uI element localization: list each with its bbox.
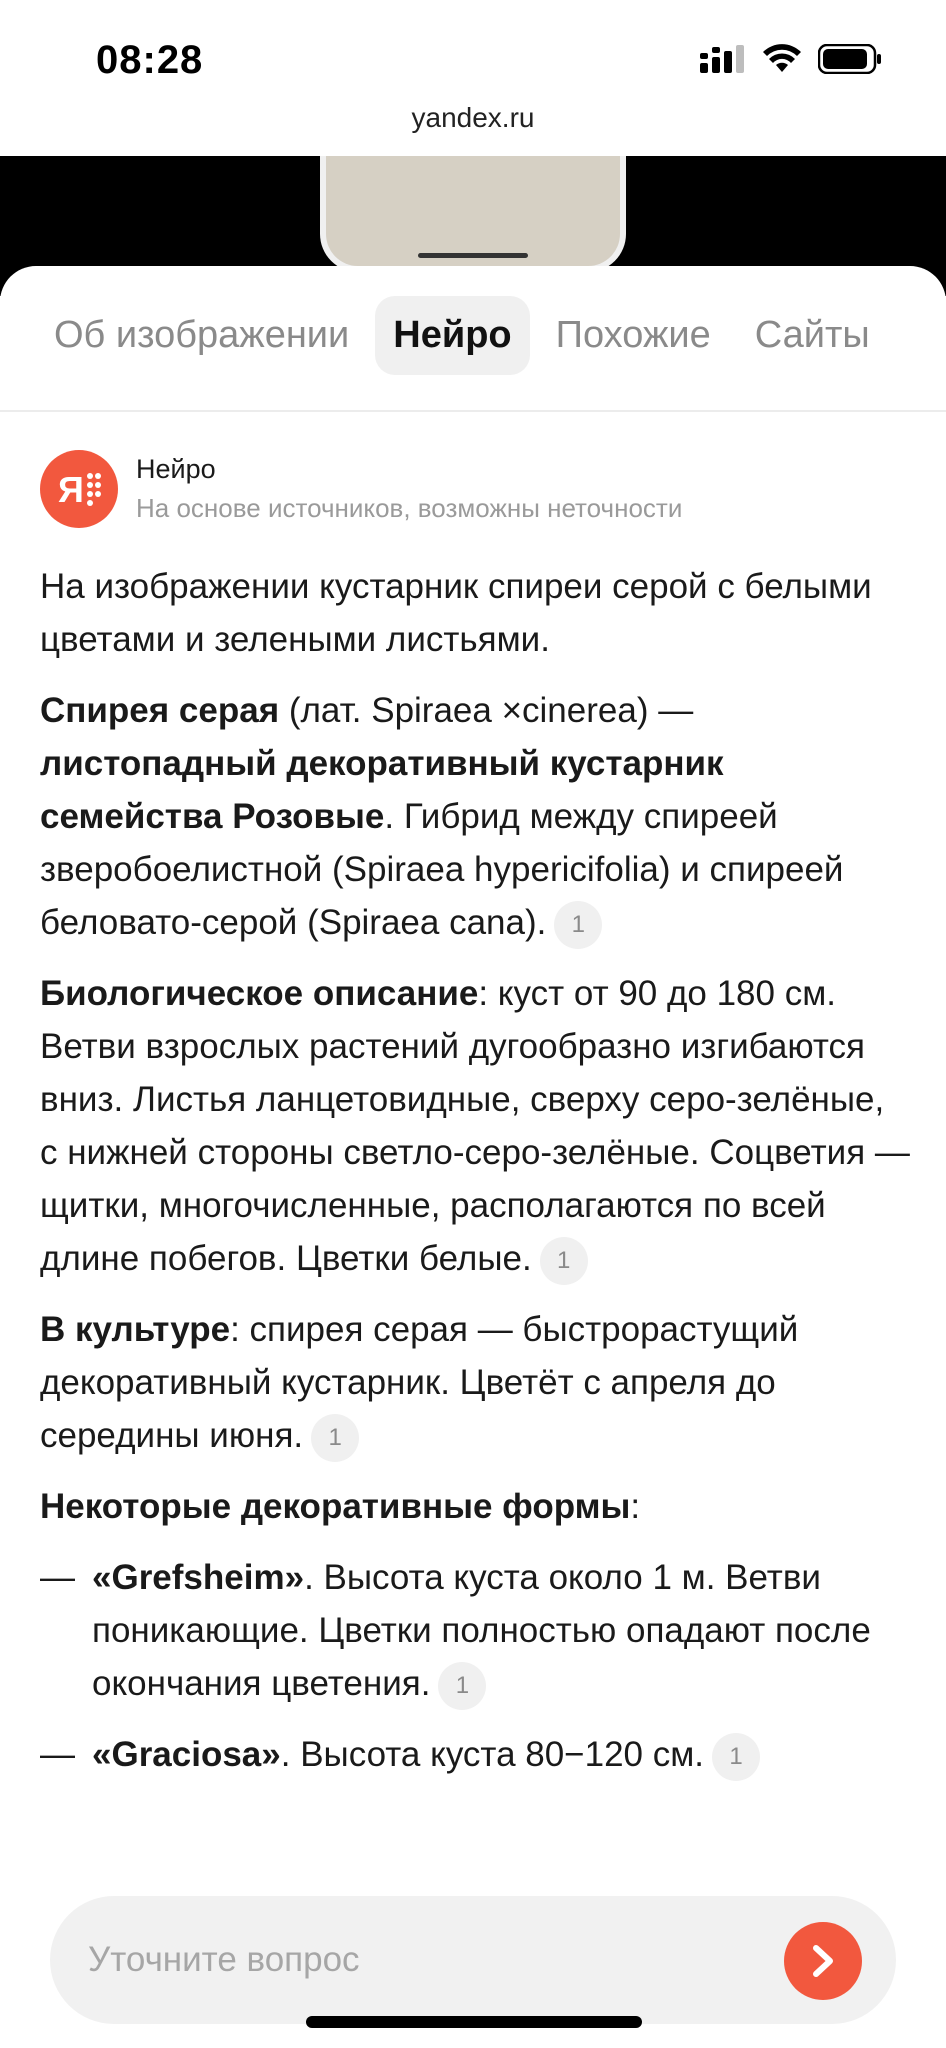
- list-item: — «Graciosa». Высота куста 80−120 см. 1: [40, 1728, 910, 1781]
- source-ref-badge[interactable]: 1: [712, 1733, 760, 1781]
- cellular-signal-icon: [700, 45, 746, 73]
- status-time: 08:28: [96, 38, 204, 82]
- chevron-right-icon: [806, 1944, 840, 1978]
- tab-sites[interactable]: Сайты: [754, 314, 870, 356]
- answer-paragraph-forms: Некоторые декоративные формы:: [40, 1487, 641, 1526]
- source-ref-badge[interactable]: 1: [311, 1414, 359, 1462]
- send-button[interactable]: [784, 1922, 862, 2000]
- status-bar: [0, 0, 946, 133]
- home-indicator[interactable]: [306, 2016, 642, 2028]
- source-ref-badge[interactable]: 1: [554, 901, 602, 949]
- status-icons: [700, 44, 882, 74]
- answer-content: [40, 560, 910, 1799]
- results-sheet: [0, 266, 946, 2048]
- battery-icon: [818, 44, 882, 74]
- list-item: — «Grefsheim». Высота куста около 1 м. Ветви поникающие. Цветки полностью опадают после окончания цветения. 1: [40, 1551, 910, 1710]
- thumbnail-home-bar: [418, 253, 528, 258]
- neuro-header: [40, 450, 682, 528]
- wifi-icon: [762, 44, 802, 74]
- list-dash: —: [40, 1558, 75, 1597]
- source-ref-badge[interactable]: 1: [540, 1237, 588, 1285]
- answer-term: Спирея серая: [40, 691, 280, 730]
- yandex-neuro-logo-icon: [40, 450, 118, 528]
- neuro-subtitle: На основе источников, возможны неточности: [136, 493, 683, 523]
- image-thumbnail: [320, 156, 626, 272]
- address-bar-url[interactable]: yandex.ru: [411, 102, 535, 133]
- neuro-name: Нейро: [136, 454, 216, 484]
- answer-paragraph-biology: Биологическое описание: куст от 90 до 180 см. Ветви взрослых растений дугообразно изгибаются вниз. Листья ланцетовидные, сверху серо-зелёные, с нижней стороны светло-серо-зелёные. Соцветия — щитки, многочисленные, располагаются по всей длине побегов. Цветки белые. 1: [40, 967, 910, 1285]
- list-dash: —: [40, 1735, 75, 1774]
- followup-bar: [50, 1896, 896, 2024]
- answer-paragraph-definition: Спирея серая (лат. Spiraea ×cinerea) — листопадный декоративный кустарник семейства Розовые. Гибрид между спиреей зверобоелистной (Spiraea hypericifolia) и спиреей беловато-серой (Spiraea cana). 1: [40, 684, 910, 949]
- answer-intro: На изображении кустарник спиреи серой с белыми цветами и зелеными листьями.: [40, 567, 872, 659]
- source-ref-badge[interactable]: 1: [438, 1662, 486, 1710]
- tab-bar: [40, 296, 888, 375]
- neuro-meta: [136, 454, 682, 524]
- tabs-divider: [0, 410, 946, 412]
- followup-input[interactable]: [88, 1896, 738, 2024]
- tab-neuro[interactable]: Нейро: [375, 296, 529, 375]
- answer-paragraph-culture: В культуре: спирея серая — быстрорастущий декоративный кустарник. Цветёт с апреля до середины июня. 1: [40, 1303, 910, 1462]
- svg-text:Я: Я: [58, 469, 84, 510]
- tab-about-image[interactable]: Об изображении: [54, 314, 350, 356]
- tab-similar[interactable]: Похожие: [555, 314, 711, 356]
